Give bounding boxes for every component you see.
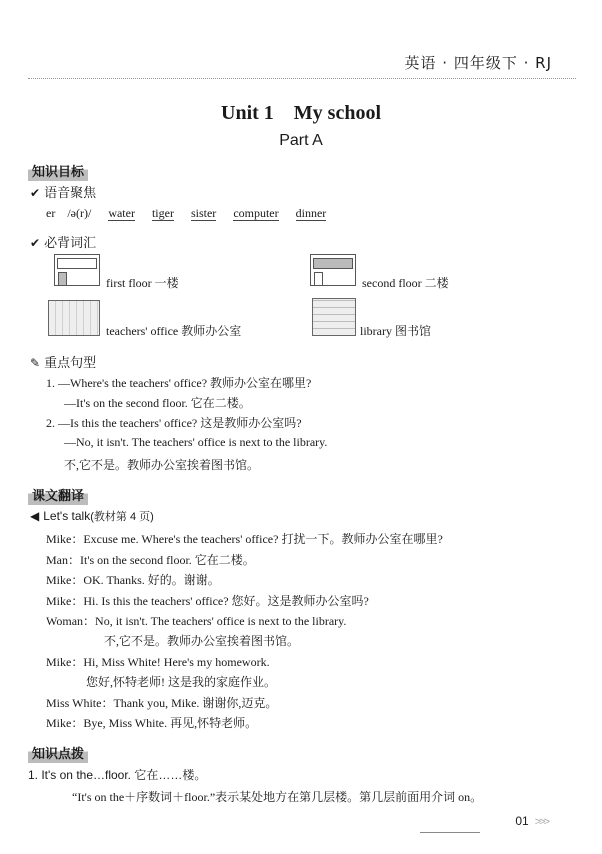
dialogue-line: Mike：Bye, Miss White. 再见,怀特老师。 [46, 716, 258, 730]
check-icon: ✔ [30, 186, 41, 200]
dialogue-line: Miss White：Thank you, Mike. 谢谢你,迈克。 [46, 696, 278, 710]
library-illustration [312, 298, 356, 336]
section-heading-text-translation: 课文翻译 [28, 484, 88, 505]
key-sentence-line: 不,它不是。教师办公室挨着图书馆。 [64, 458, 260, 472]
phonics-word: dinner [295, 206, 327, 220]
vocab-heading [30, 232, 96, 251]
dialogue-line: Woman：No, it isn't. The teachers' office is next to the library. [46, 614, 347, 628]
speaker-icon: ◀ [30, 509, 40, 523]
phonics-word: water [108, 206, 135, 220]
section-heading-knowledge-goals: 知识目标 [28, 160, 88, 181]
running-header: 英语 · 四年级下 · RJ [404, 54, 552, 72]
phonics-heading-label: 语音聚焦 [44, 186, 97, 201]
second-floor-illustration [310, 254, 358, 288]
teachers-office-illustration [48, 300, 100, 336]
vocab-item: teachers' office 教师办公室 [106, 324, 242, 338]
first-floor-illustration [54, 254, 102, 288]
vocab-item: first floor 一楼 [106, 276, 179, 290]
phonics-prefix: er /ə(r)/ [46, 206, 92, 220]
key-sentence-line: —It's on the second floor. 它在二楼。 [64, 396, 251, 410]
talk-page-reference: (教材第 4 页) [90, 511, 154, 523]
chevron-right-icon: >>> [534, 816, 548, 828]
phonics-word: sister [190, 206, 217, 220]
key-sentences-heading-label: 重点句型 [44, 356, 97, 371]
talk-heading-label: Let's talk [43, 509, 91, 523]
key-sentence-line: —No, it isn't. The teachers' office is next to the library. [64, 435, 328, 449]
dialogue-line: Man：It's on the second floor. 它在二楼。 [46, 553, 255, 567]
part-title: Part A [279, 132, 323, 149]
phonics-word: computer [233, 206, 279, 220]
dialogue-line: Mike：OK. Thanks. 好的。谢谢。 [46, 573, 220, 587]
key-sentence-line: 2. —Is this the teachers' office? 这是教师办公室吗? [46, 416, 302, 430]
vocab-heading-label: 必背词汇 [44, 236, 97, 251]
page-number [515, 814, 548, 828]
vocab-item: second floor 二楼 [362, 276, 449, 290]
phonics-word: tiger [151, 206, 174, 220]
dialogue-line: Mike：Excuse me. Where's the teachers' office? 打扰一下。教师办公室在哪里? [46, 532, 443, 546]
vocab-item: library 图书馆 [360, 324, 431, 338]
talk-heading [30, 508, 154, 524]
check-icon: ✔ [30, 236, 41, 250]
tip-title: 1. It's on the…floor. 它在……楼。 [28, 768, 207, 782]
pen-icon: ✎ [30, 356, 41, 370]
footer-divider [420, 832, 480, 833]
tip-text: “It's on the＋序数词＋floor.”表示某处地方在第几层楼。第几层前面用介词 on。 [72, 790, 483, 804]
phonics-heading [30, 182, 96, 201]
dialogue-line: Mike：Hi, Miss White! Here's my homework. [46, 655, 270, 669]
key-sentences-heading [30, 352, 96, 371]
dialogue-line: Mike：Hi. Is this the teachers' office? 您好。这是教师办公室吗? [46, 594, 369, 608]
page-number-value: 01 [515, 814, 529, 828]
dialogue-line: 不,它不是。教师办公室挨着图书馆。 [104, 634, 300, 648]
phonics-line [46, 204, 340, 221]
key-sentence-line: 1. —Where's the teachers' office? 教师办公室在哪里? [46, 376, 312, 390]
header-divider [28, 78, 576, 79]
unit-title: Unit 1 My school [221, 102, 381, 124]
section-heading-knowledge-tips: 知识点拨 [28, 742, 88, 763]
dialogue-line: 您好,怀特老师! 这是我的家庭作业。 [86, 675, 276, 689]
